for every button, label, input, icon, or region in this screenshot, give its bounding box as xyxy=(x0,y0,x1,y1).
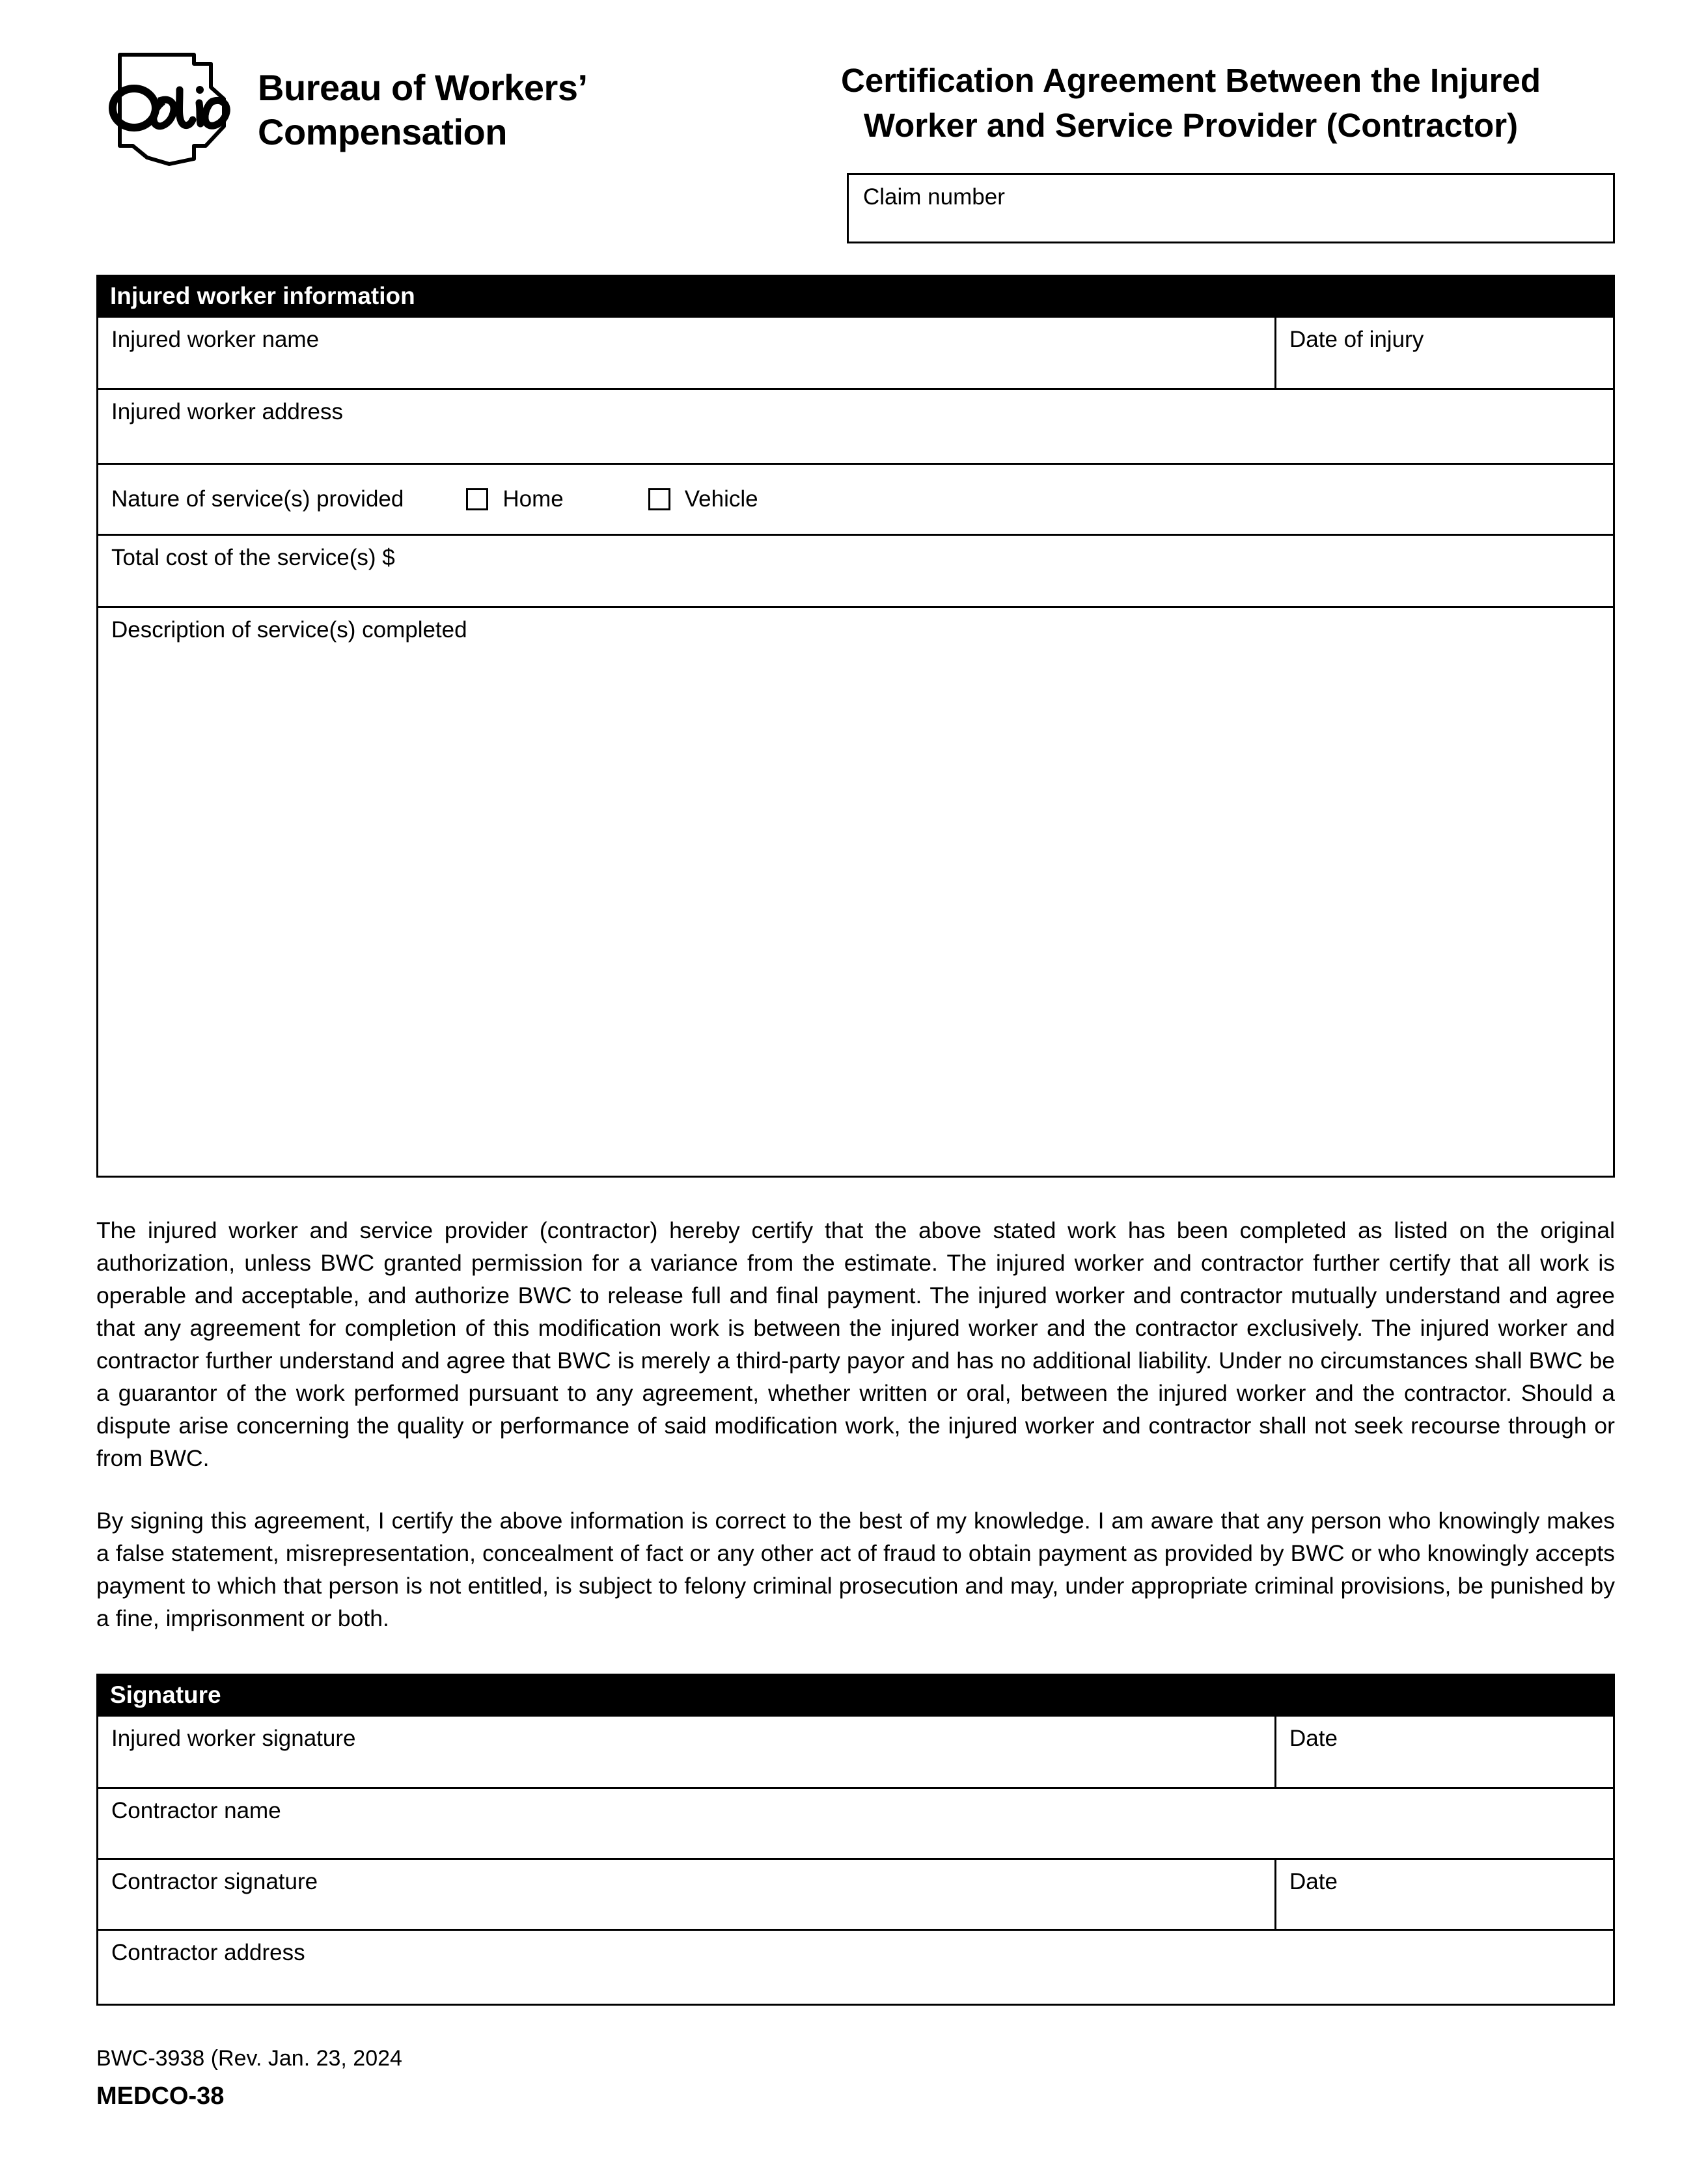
contractor-name-row xyxy=(98,1787,1613,1858)
contractor-signature-field[interactable] xyxy=(98,1860,1274,1929)
injured-worker-information-table xyxy=(96,275,1615,1178)
signature-table xyxy=(96,1674,1615,2006)
injured-worker-date-field[interactable] xyxy=(1274,1717,1613,1787)
contractor-address-field[interactable] xyxy=(98,1931,1613,2004)
injured-worker-section-heading: Injured worker information xyxy=(98,277,1613,318)
description-of-services-label: Description of service(s) completed xyxy=(111,616,467,643)
checkbox-home-icon[interactable] xyxy=(466,488,488,510)
contractor-name-label: Contractor name xyxy=(111,1797,281,1823)
form-revision: BWC-3938 (Rev. Jan. 23, 2024 xyxy=(96,2045,402,2071)
description-row xyxy=(98,606,1613,1176)
contractor-name-field[interactable] xyxy=(98,1789,1613,1858)
description-of-services-field[interactable] xyxy=(98,608,1613,1176)
certification-paragraph-2: By signing this agreement, I certify the above information is correct to the best of my knowledge. I am aware that any person who knowingly makes a false statement, misrepresentation, concealment of fact or any other act of fraud to obtain payment as provided by BWC or who knowingly accepts payment to which that person is not entitled, is subject to felony criminal prosecution and may, under appropriate criminal provisions, be punished by a fine, imprisonment or both. xyxy=(96,1508,1615,1632)
certification-paragraph-1: The injured worker and service provider (contractor) hereby certify that the above stated work has been completed as listed on the original authorization, unless BWC granted permission for a variance from the estimate. The injured worker and contractor further certify that all work is operable and acceptable, and authorize BWC to release full and final payment. The injured worker and contractor mutually understand and agree that any agreement for completion of this modification work is between the injured worker and the contractor exclusively. The injured worker and contractor further understand and agree that BWC is merely a third-party payor and has no additional liability. Under no circumstances shall BWC be a guarantor of the work performed pursuant to any agreement, whether written or oral, between the injured worker and the contractor. Should a dispute arise concerning the quality or performance of said modification work, the injured worker and contractor shall not seek recourse through or from BWC. xyxy=(96,1217,1615,1472)
claim-number-row xyxy=(96,173,1615,243)
claim-number-field[interactable] xyxy=(847,173,1615,243)
nature-option-vehicle-label: Vehicle xyxy=(684,486,758,512)
injured-worker-name-label: Injured worker name xyxy=(111,326,320,352)
signature-section-heading: Signature xyxy=(98,1676,1613,1717)
injured-worker-name-row xyxy=(98,318,1613,388)
contractor-address-label: Contractor address xyxy=(111,1939,305,1965)
injured-worker-address-label: Injured worker address xyxy=(111,398,343,424)
nature-of-service-group xyxy=(98,465,1613,534)
date-of-injury-field[interactable] xyxy=(1274,318,1613,388)
nature-of-service-row xyxy=(98,463,1613,534)
total-cost-field[interactable] xyxy=(98,536,1613,606)
injured-worker-signature-field[interactable] xyxy=(98,1717,1274,1787)
claim-number-label: Claim number xyxy=(863,184,1005,210)
ohio-logo-icon xyxy=(96,48,246,172)
contractor-address-row xyxy=(98,1929,1613,2004)
contractor-signature-row xyxy=(98,1858,1613,1929)
total-cost-label: Total cost of the service(s) $ xyxy=(111,544,395,570)
contractor-date-field[interactable] xyxy=(1274,1860,1613,1929)
injured-worker-address-field[interactable] xyxy=(98,390,1613,463)
page-footer xyxy=(96,2043,1615,2113)
injured-worker-name-field[interactable] xyxy=(98,318,1274,388)
injured-worker-date-label: Date xyxy=(1289,1725,1338,1751)
contractor-date-label: Date xyxy=(1289,1868,1338,1894)
total-cost-row xyxy=(98,534,1613,606)
worker-signature-row xyxy=(98,1717,1613,1787)
contractor-signature-label: Contractor signature xyxy=(111,1868,318,1894)
page-title-line1: Certification Agreement Between the Injured xyxy=(841,62,1541,99)
nature-option-home[interactable] xyxy=(466,486,563,513)
checkbox-vehicle-icon[interactable] xyxy=(648,488,670,510)
agency-name-line2: Compensation xyxy=(258,111,507,152)
date-of-injury-label: Date of injury xyxy=(1289,326,1424,352)
form-code: MEDCO-38 xyxy=(96,2082,225,2110)
nature-option-home-label: Home xyxy=(502,486,564,512)
page-header xyxy=(96,39,1615,182)
nature-of-service-label: Nature of service(s) provided xyxy=(111,486,404,512)
agency-name xyxy=(258,66,588,155)
injured-worker-address-row xyxy=(98,388,1613,463)
agency-logo-block xyxy=(96,39,773,172)
page-title-line2: Worker and Service Provider (Contractor) xyxy=(863,106,1519,144)
page-title xyxy=(773,39,1615,148)
nature-option-vehicle[interactable] xyxy=(648,486,758,513)
agency-name-line1: Bureau of Workers’ xyxy=(258,66,588,108)
injured-worker-signature-label: Injured worker signature xyxy=(111,1725,356,1751)
